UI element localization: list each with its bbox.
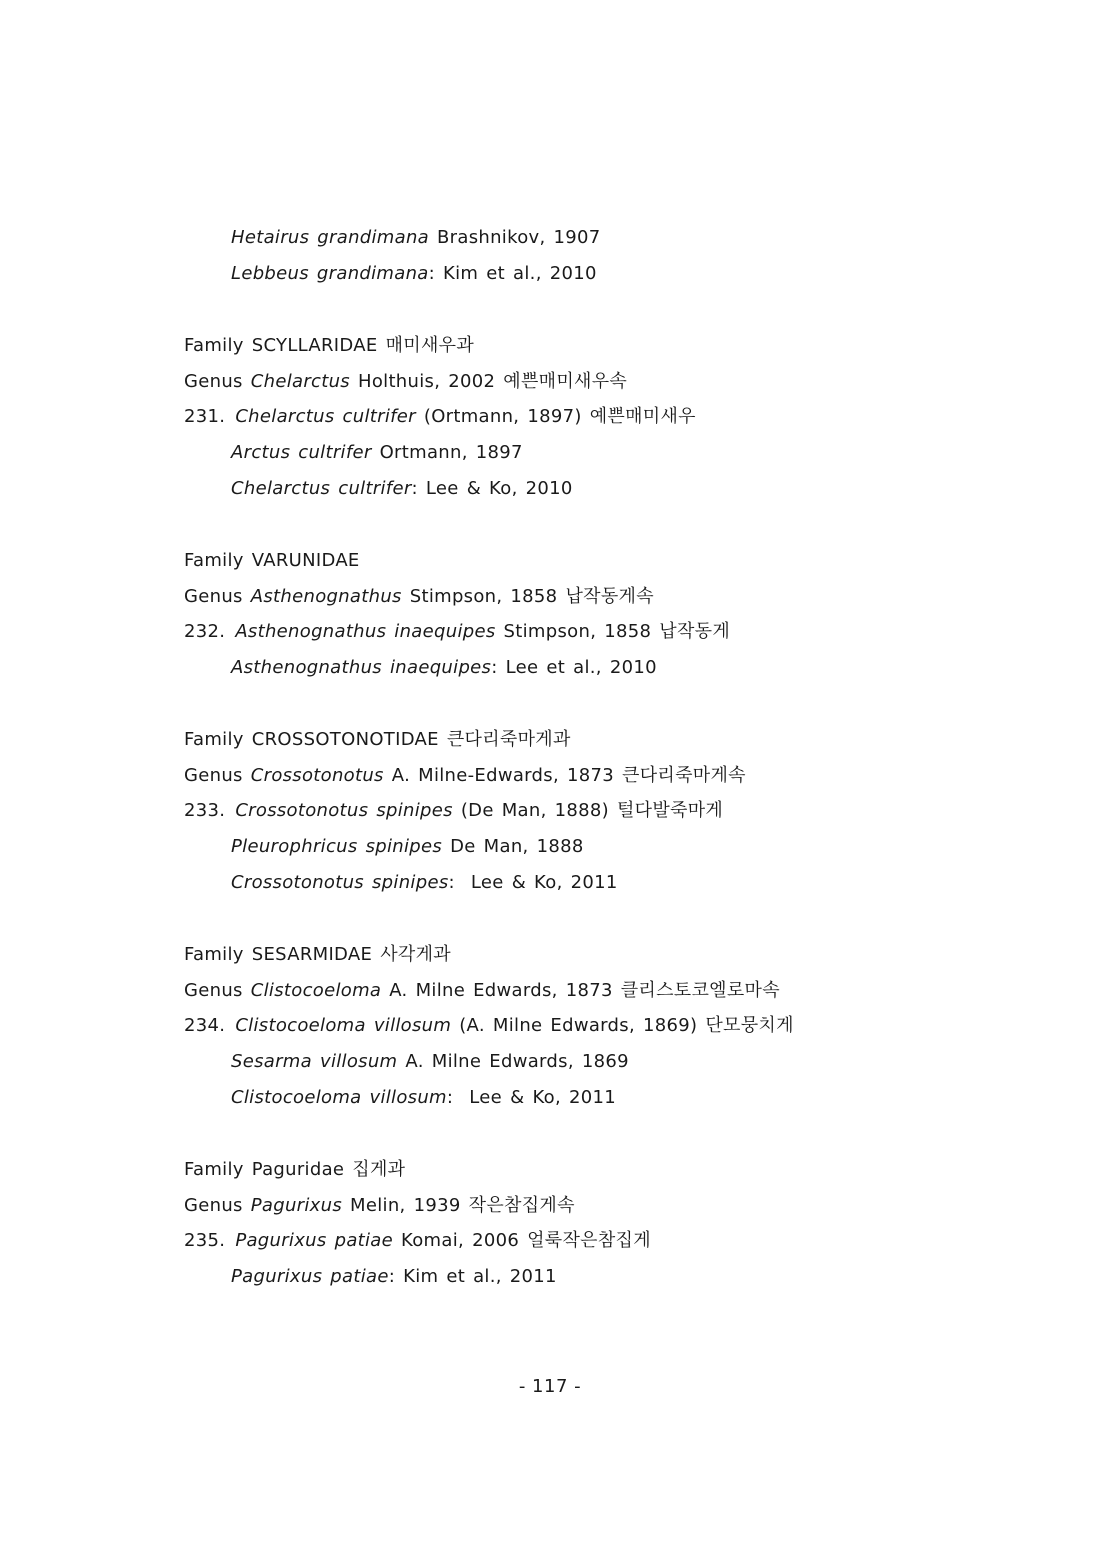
authority-text: A. Milne Edwards, 1873 클리스토코엘로마속: [381, 980, 780, 1001]
authority-text: Stimpson, 1858 납작동게속: [401, 586, 654, 607]
authority-text: (Ortmann, 1897) 예쁜매미새우: [415, 406, 696, 427]
species-entry: [184, 405, 696, 429]
genus-label: Genus: [184, 371, 251, 392]
scientific-name: Pleurophricus spinipes: [231, 836, 443, 857]
scientific-name: Clistocoeloma villosum: [231, 1087, 447, 1108]
scientific-name: Arctus cultrifer: [231, 442, 372, 463]
synonym-line: [231, 477, 573, 501]
scientific-name: Sesarma villosum: [231, 1051, 398, 1072]
scientific-name: Clistocoeloma villosum: [235, 1015, 452, 1036]
family-text: Family VARUNIDAE: [184, 550, 360, 571]
species-entry: [184, 1014, 794, 1038]
authority-text: A. Milne-Edwards, 1873 큰다리죽마게속: [383, 765, 746, 786]
genus-label: Genus: [184, 586, 251, 607]
authority-text: Ortmann, 1897: [371, 442, 523, 463]
authority-text: (De Man, 1888) 털다발죽마게: [452, 800, 724, 821]
scientific-name: Asthenognathus: [250, 586, 402, 607]
scientific-name: Asthenognathus inaequipes: [235, 621, 496, 642]
synonym-line: [231, 1086, 616, 1110]
authority-text: (A. Milne Edwards, 1869) 단모뭉치게: [451, 1015, 794, 1036]
authority-text: Brashnikov, 1907: [429, 227, 601, 248]
family-text: Family SCYLLARIDAE 매미새우과: [184, 335, 475, 356]
authority-text: Stimpson, 1858 납작동게: [495, 621, 731, 642]
authority-text: : Lee & Ko, 2010: [411, 478, 573, 499]
family-heading: [184, 334, 474, 358]
authority-text: : Kim et al., 2010: [428, 263, 597, 284]
scientific-name: Crossotonotus spinipes: [235, 800, 453, 821]
species-entry: [184, 1229, 651, 1253]
species-number: 232.: [184, 621, 234, 642]
authority-text: : Lee et al., 2010: [491, 657, 657, 678]
scientific-name: Pagurixus patiae: [235, 1230, 394, 1251]
synonym-line: [231, 656, 657, 680]
authority-text: : Kim et al., 2011: [388, 1266, 557, 1287]
authority-text: Komai, 2006 얼룩작은참집게: [393, 1230, 651, 1251]
synonym-line: [231, 226, 601, 250]
authority-text: : Lee & Ko, 2011: [446, 1087, 617, 1108]
species-number: 231.: [184, 406, 234, 427]
authority-text: Melin, 1939 작은참집게속: [342, 1195, 575, 1216]
species-entry: [184, 620, 730, 644]
scientific-name: Chelarctus: [250, 371, 350, 392]
authority-text: : Lee & Ko, 2011: [448, 872, 618, 893]
family-heading: [184, 728, 571, 752]
scientific-name: Lebbeus grandimana: [231, 263, 429, 284]
genus-heading: [184, 764, 746, 788]
authority-text: De Man, 1888: [442, 836, 584, 857]
genus-heading: [184, 585, 654, 609]
genus-heading: [184, 370, 627, 394]
authority-text: A. Milne Edwards, 1869: [397, 1051, 629, 1072]
scientific-name: Chelarctus cultrifer: [231, 478, 412, 499]
family-heading: [184, 549, 360, 573]
genus-heading: [184, 979, 780, 1003]
scientific-name: Asthenognathus inaequipes: [231, 657, 492, 678]
species-number: 234.: [184, 1015, 234, 1036]
scientific-name: Chelarctus cultrifer: [235, 406, 416, 427]
family-heading: [184, 943, 451, 967]
family-text: Family Paguridae 집게과: [184, 1159, 406, 1180]
genus-label: Genus: [184, 980, 251, 1001]
authority-text: Holthuis, 2002 예쁜매미새우속: [349, 371, 628, 392]
synonym-line: [231, 262, 597, 286]
species-number: 235.: [184, 1230, 234, 1251]
synonym-line: [231, 871, 618, 895]
genus-label: Genus: [184, 1195, 251, 1216]
scientific-name: Clistocoeloma: [250, 980, 382, 1001]
synonym-line: [231, 1265, 557, 1289]
scientific-name: Pagurixus: [250, 1195, 343, 1216]
scientific-name: Hetairus grandimana: [231, 227, 430, 248]
scientific-name: Crossotonotus spinipes: [231, 872, 449, 893]
family-text: Family CROSSOTONOTIDAE 큰다리죽마게과: [184, 729, 571, 750]
synonym-line: [231, 1050, 629, 1074]
family-text: Family SESARMIDAE 사각게과: [184, 944, 451, 965]
page-number: - 117 -: [518, 1376, 582, 1397]
scientific-name: Crossotonotus: [250, 765, 384, 786]
synonym-line: [231, 441, 523, 465]
species-entry: [184, 799, 723, 823]
family-heading: [184, 1158, 405, 1182]
scientific-name: Pagurixus patiae: [231, 1266, 389, 1287]
species-number: 233.: [184, 800, 234, 821]
genus-heading: [184, 1194, 575, 1218]
synonym-line: [231, 835, 584, 859]
genus-label: Genus: [184, 765, 251, 786]
